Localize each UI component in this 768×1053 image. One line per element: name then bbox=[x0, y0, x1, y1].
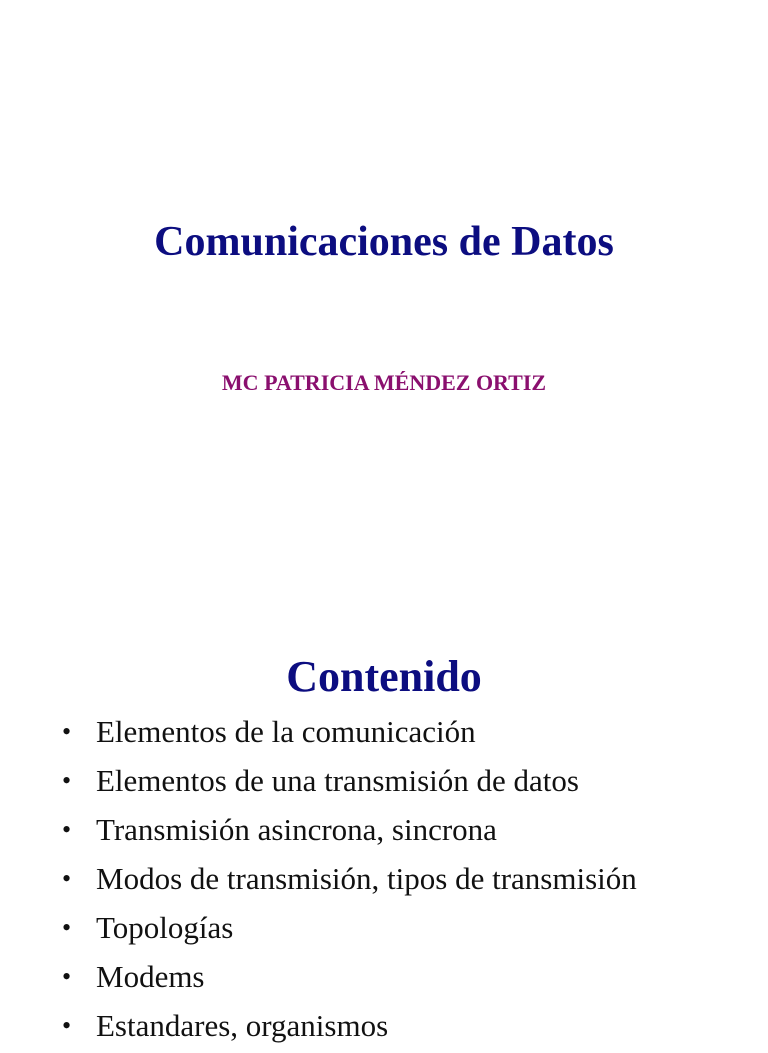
contents-heading: Contenido bbox=[286, 652, 482, 701]
list-item-text: Transmisión asincrona, sincrona bbox=[96, 812, 497, 847]
author-name: MC PATRICIA MÉNDEZ ORTIZ bbox=[221, 370, 547, 395]
bullet-icon: • bbox=[62, 864, 72, 893]
list-item bbox=[62, 1004, 637, 1053]
bullet-icon: • bbox=[62, 766, 72, 795]
list-item-text: Estandares, organismos bbox=[96, 1008, 389, 1043]
list-item bbox=[62, 710, 637, 759]
list-item-text: Elementos de una transmisión de datos bbox=[96, 763, 579, 798]
bullet-icon: • bbox=[62, 913, 72, 942]
list-item bbox=[62, 808, 637, 857]
list-item bbox=[62, 955, 637, 1004]
list-item-text: Topologías bbox=[96, 910, 234, 945]
slide-title: Comunicaciones de Datos bbox=[154, 219, 614, 265]
list-item bbox=[62, 857, 637, 906]
bullet-icon: • bbox=[62, 962, 72, 991]
list-item-text: Elementos de la comunicación bbox=[96, 714, 476, 749]
list-item-text: Modos de transmisión, tipos de transmisión bbox=[96, 861, 637, 896]
bullet-icon: • bbox=[62, 815, 72, 844]
list-item bbox=[62, 906, 637, 955]
list-item bbox=[62, 759, 637, 808]
bullet-icon: • bbox=[62, 1011, 72, 1040]
contents-list bbox=[62, 710, 637, 1053]
bullet-icon: • bbox=[62, 717, 72, 746]
list-item-text: Modems bbox=[96, 959, 205, 994]
